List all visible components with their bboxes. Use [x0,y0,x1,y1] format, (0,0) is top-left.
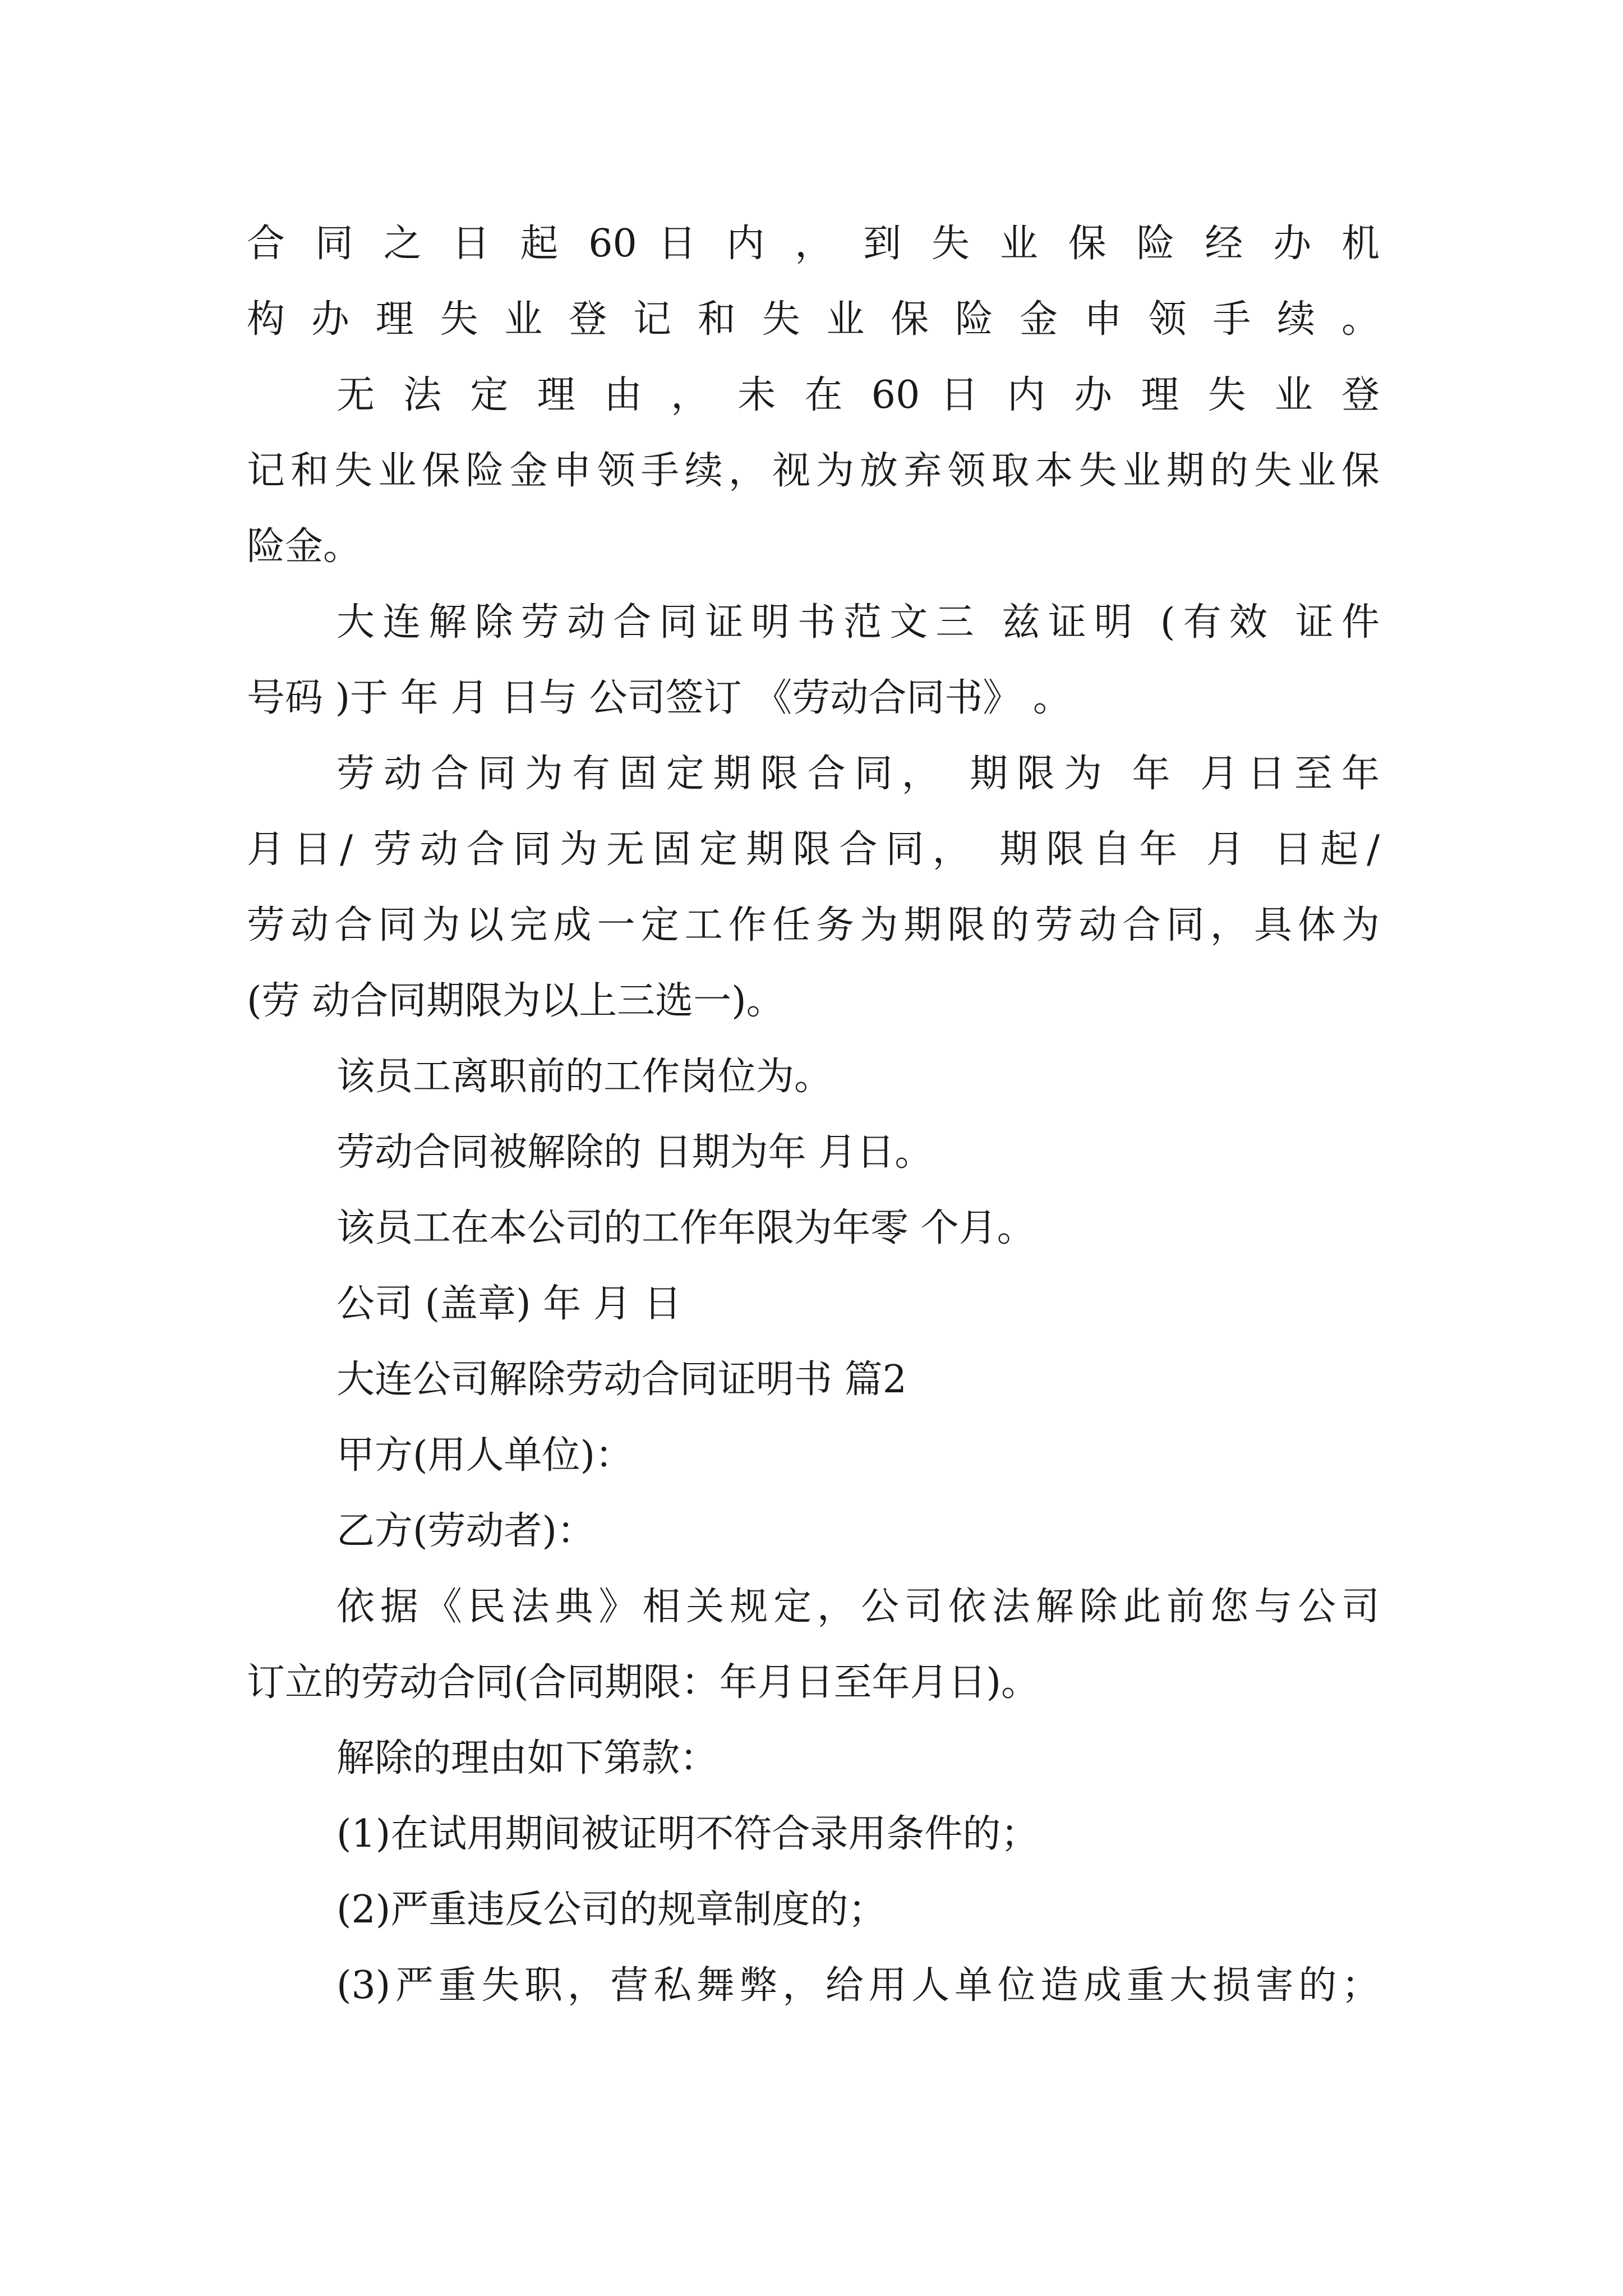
text-line: 无 法 定 理 由 ， 未 在 60 日 内 办 理 失 业 登 [336,373,1380,417]
text-line: 构 办 理 失 业 登 记 和 失 业 保 险 金 申 领 手 续 。 [247,297,1380,342]
text-line: 劳动合同为以完成一定工作任务为期限的劳动合同，具体为 [247,903,1380,947]
text-line: 订立的劳动合同(合同期限：年月日至年月日)。 [247,1660,1040,1705]
text-line: 合 同 之 日 起 60 日 内 ， 到 失 业 保 险 经 办 机 [247,222,1380,266]
text-line: 甲方(用人单位)： [336,1433,634,1478]
section-heading: 大连公司解除劳动合同证明书 篇2 [336,1358,907,1402]
list-item: (2)严重违反公司的规章制度的； [336,1888,887,1932]
text-line: 月日/ 劳动合同为无固定期限合同， 期限自年 月 日起/ [247,827,1380,872]
list-item: (1)在试用期间被证明不符合录用条件的； [336,1812,1039,1856]
text-line: 险金。 [247,524,362,569]
text-line: 大连解除劳动合同证明书范文三 兹证明 (有效 证件 [336,600,1380,645]
text-line: 解除的理由如下第款： [336,1736,718,1780]
text-line: 号码 )于 年 月 日与 公司签订 《劳动合同书》 。 [247,676,1071,720]
text-line: (劳 动合同期限为以上三选一)。 [247,979,785,1023]
text-line: 该员工离职前的工作岗位为。 [336,1055,833,1099]
text-line: 乙方(劳动者)： [336,1509,596,1553]
text-line: 依据《民法典》相关规定，公司依法解除此前您与公司 [336,1585,1380,1629]
text-line: 劳动合同为有固定期限合同， 期限为 年 月日至年 [336,752,1380,796]
list-item: (3)严重失职，营私舞弊，给用人单位造成重大损害的； [336,1963,1380,2008]
text-line: 劳动合同被解除的 日期为年 月日。 [336,1130,933,1175]
text-line: 公司 (盖章) 年 月 日 [336,1282,682,1326]
text-line: 该员工在本公司的工作年限为年零 个月。 [336,1206,1035,1250]
text-line: 记和失业保险金申领手续，视为放弃领取本失业期的失业保 [247,449,1380,493]
